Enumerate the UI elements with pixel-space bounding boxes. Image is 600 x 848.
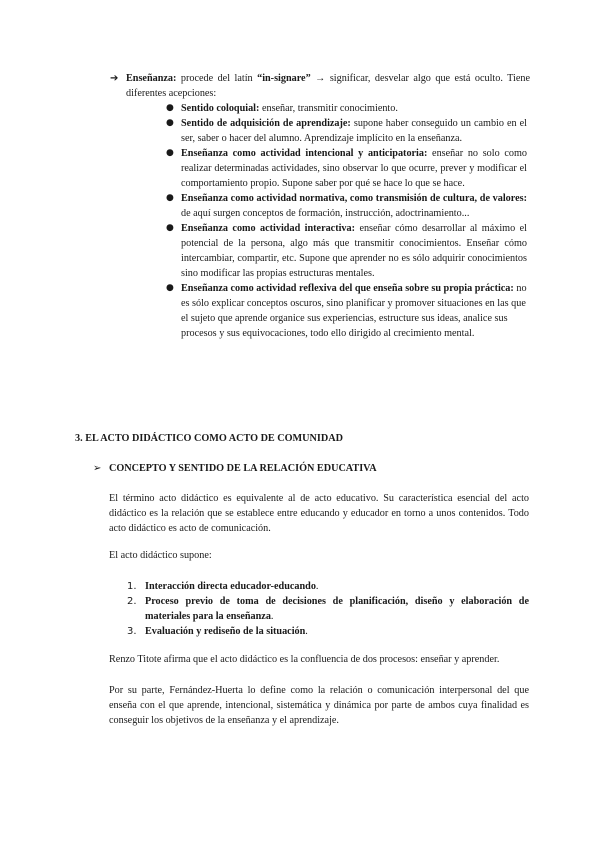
- list-item: ● Enseñanza como actividad interactiva: enseñar cómo desarrollar al máximo el potencial de la persona, algo más que transmitir conocimientos. Enseñar cómo intercambiar, compartir, etc. Supone que aprender no es sólo adquirir conocimientos sino modificar las propias estructuras mentales.: [166, 223, 527, 279]
- paragraph: Por su parte, Fernández-Huerta lo define como la relación o comunicación interpersonal del que enseña con el que aprende, intencional, sistemática y dinámica por parte de ambos cuya finalidad es conseguir los objetivos de la enseñanza y el aprendizaje.: [109, 685, 529, 726]
- list-number: 1.: [127, 581, 137, 592]
- triangle-bullet-icon: ➢: [93, 463, 102, 474]
- list-number: 2.: [127, 596, 137, 607]
- paragraph: Renzo Titote afirma que el acto didáctico es la confluencia de dos procesos: enseñar y aprender.: [109, 654, 500, 665]
- list-item: ● Sentido de adquisición de aprendizaje: supone haber conseguido un cambio en el ser, saber o hacer del alumno. Aprendizaje implícito en la enseñanza.: [166, 118, 527, 144]
- list-number: 3.: [127, 626, 137, 637]
- paragraph: El término acto didáctico es equivalente al de acto educativo. Su característica esencial del acto didáctico es la relación que se establece entre educando y educador en torno a unos contenidos. Todo acto didáctico es acto de comunicación.: [109, 493, 529, 534]
- acepciones-list: [166, 101, 527, 341]
- bullet-icon: ●: [166, 223, 174, 233]
- subsection-heading: ➢ CONCEPTO Y SENTIDO DE LA RELACIÓN EDUCATIVA: [93, 463, 377, 474]
- arrow-bullet-icon: ➔: [110, 73, 119, 84]
- intro-term: Enseñanza:: [126, 73, 177, 84]
- list-item: ● Sentido coloquial: enseñar, transmitir conocimiento.: [166, 103, 398, 114]
- bullet-icon: ●: [166, 193, 174, 203]
- list-item: ● Enseñanza como actividad normativa, como transmisión de cultura, de valores: de aquí surgen conceptos de formación, instrucción, adoctrinamiento...: [166, 193, 527, 219]
- list-item: 1. Interacción directa educador-educando.: [127, 581, 319, 592]
- paragraph: El acto didáctico supone:: [109, 550, 212, 561]
- list-item: ● Enseñanza como actividad reflexiva del que enseña sobre su propia práctica: no es sólo explicar conceptos oscuros, sino planificar y promover situaciones en las que el sujeto que aprende organice sus experiencias, estructure sus ideas, analice sus procesos y sus equivocaciones, todo ello dirigido al crecimiento mental.: [166, 283, 527, 339]
- latin-term: “in-signare”: [257, 73, 311, 84]
- bullet-icon: ●: [166, 148, 174, 158]
- intro-item: [110, 71, 531, 101]
- list-item: ● Enseñanza como actividad intencional y anticipatoria: enseñar no solo como realizar determinadas actividades, sino observar lo que ocurre, prever y modificar el comportamiento propio. Supone saber por qué se hace lo que se hace.: [166, 148, 527, 189]
- section-heading: 3. EL ACTO DIDÁCTICO COMO ACTO DE COMUNIDAD: [75, 433, 343, 444]
- bullet-icon: ●: [166, 103, 174, 113]
- bullet-icon: ●: [166, 283, 174, 293]
- intro-text: Enseñanza: procede del latín “in-signare” → significar, desvelar algo que está oculto. Tiene diferentes acepciones:: [126, 73, 531, 99]
- numbered-list: [127, 579, 529, 639]
- list-item: 2. Proceso previo de toma de decisiones de planificación, diseño y elaboración de materiales para la enseñanza.: [127, 596, 529, 622]
- bullet-icon: ●: [166, 118, 174, 128]
- list-item: 3. Evaluación y rediseño de la situación.: [127, 626, 308, 637]
- arrow-right-icon: →: [315, 73, 326, 84]
